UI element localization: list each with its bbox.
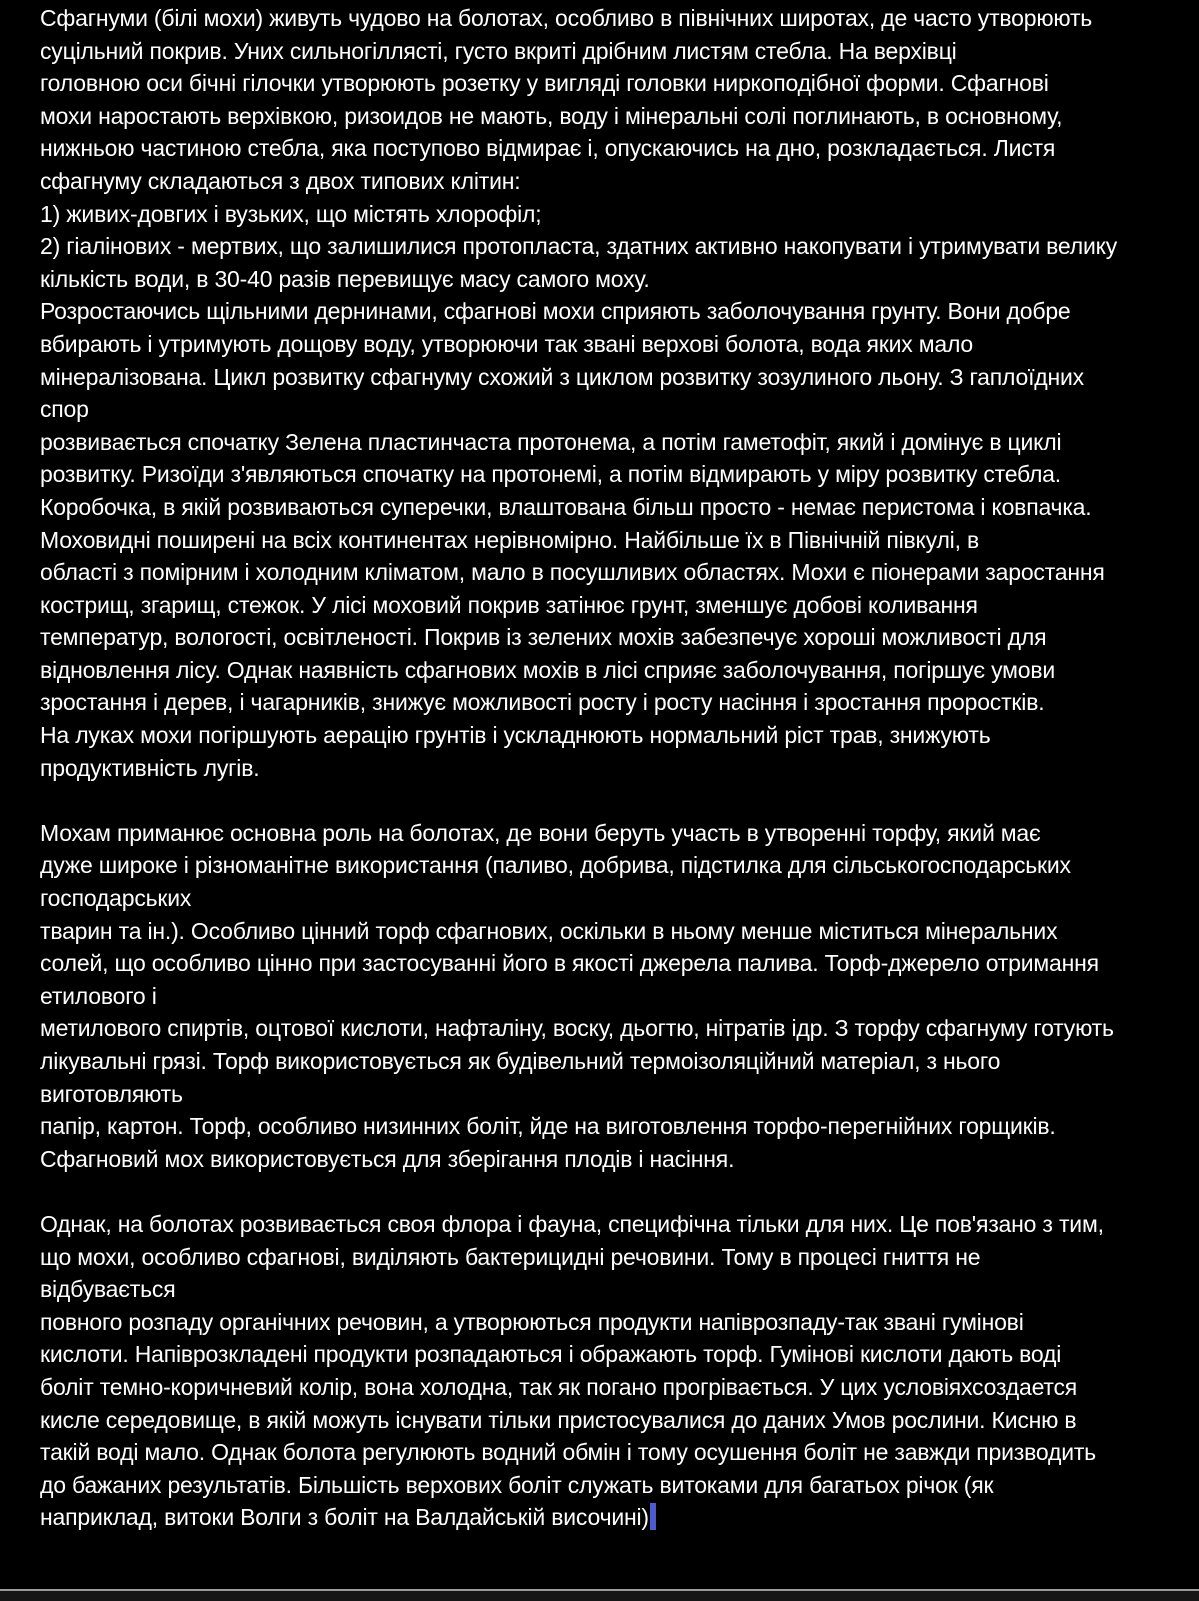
text-line: господарських (40, 885, 192, 912)
text-line: Сфагнуми (білі мохи) живуть чудово на болотах, особливо в північних широтах, де часто утворюють (40, 5, 1093, 31)
text-line: відбувається (40, 1276, 176, 1303)
text-line: мінералізована. Цикл розвитку сфагнуму схожий з циклом розвитку зозулиного льону. З гаплоїдних (40, 363, 1084, 390)
text-line: кислоти. Напіврозкладені продукти розпадаються і ображають торф. Гумінові кислоти дають воді (40, 1341, 1062, 1368)
text-line: 1) живих-довгих і вузьких, що містять хлорофіл; (40, 200, 542, 227)
text-line: мохи наростають верхівкою, ризоидов не мають, воду і мінеральні солі поглинають, в основному, (40, 102, 1063, 129)
text-line: тварин та ін.). Особливо цінний торф сфагнових, оскільки в ньому менше міститься мінеральних (40, 917, 1058, 944)
text-line: Моховидні поширені на всіх континентах нерівномірно. Найбільше їх в Північній півкулі, в (40, 526, 979, 553)
text-line: лікувальні грязі. Торф використовується як будівельний термоізоляційний матеріал, з нього (40, 1048, 1001, 1074)
text-line (40, 784, 1189, 817)
text-cursor[interactable] (650, 1503, 656, 1530)
text-line: нижньою частиною стебла, яка поступово відмирає і, опускаючись на дно, розкладається. Листя (40, 135, 1056, 162)
text-line: кисле середовище, в якій можуть існувати тільки пристосувалися до даних Умов рослини. Кисню в (40, 1406, 1077, 1433)
text-line: до бажаних результатів. Більшість верхових боліт служать витоками для багатьох річок (як (40, 1471, 994, 1498)
text-line: боліт темно-коричневий колір, вона холодна, так як погано прогрівається. У цих условіяхсоздается (40, 1373, 1078, 1400)
text-line: такій воді мало. Однак болота регулюють водний обмін і тому осушення боліт не завжди призводить (40, 1439, 1096, 1466)
text-line: 2) гіалінових - мертвих, що залишилися протопласта, здатних активно накопувати і утримувати велику (40, 233, 1118, 260)
text-line: розвитку. Ризоїди з'являються спочатку на протонемі, а потім відмирають у міру розвитку стебла. (40, 461, 1061, 488)
text-line: розвивається спочатку Зелена пластинчаста протонема, а потім гаметофіт, який і домінує в циклі (40, 428, 1062, 455)
text-line: кострищ, згарищ, стежок. У лісі моховий покрив затінює грунт, зменшує добові коливання (40, 591, 978, 618)
text-line: суцільний покрив. Уних сильногіллясті, густо вкриті дрібним листям стебла. На верхівці (40, 37, 957, 64)
text-line: повного розпаду органічних речовин, а утворюються продукти напіврозпаду-так звані гумінові (40, 1308, 1024, 1335)
text-line: області з помірним і холодним кліматом, мало в посушливих областях. Мохи є піонерами заростання (40, 559, 1105, 586)
text-line: Коробочка, в якій розвиваються суперечки, влаштована більш просто - немає перистома і ковпачка. (40, 493, 1092, 520)
text-line: виготовляють (40, 1080, 183, 1107)
text-line (40, 1175, 1189, 1208)
text-line: Розростаючись щільними дернинами, сфагнові мохи сприяють заболочування грунту. Вони добре (40, 298, 1071, 325)
text-line: зростання і дерев, і чагарників, знижує можливості росту і росту насіння і зростання проростків. (40, 689, 1045, 716)
text-line: папір, картон. Торф, особливо низинних боліт, йде на виготовлення торфо-перегнійних горщиків. (40, 1113, 1056, 1140)
text-line: дуже широке і різноманітне використання (паливо, добрива, підстилка для сільськогосподарських (40, 852, 1071, 879)
text-line: Однак, на болотах розвивається своя флора і фауна, специфічна тільки для них. Це пов'язано з тим, (40, 1210, 1104, 1237)
text-line: вбирають і утримують дощову воду, утворюючи так звані верхові болота, вода яких мало (40, 330, 974, 357)
text-line: сфагнуму складаються з двох типових клітин: (40, 167, 521, 194)
text-line: солей, що особливо цінно при застосуванні його в якості джерела палива. Торф-джерело отримання (40, 950, 1099, 977)
text-line: що мохи, особливо сфагнові, виділяють бактерицидні речовини. Тому в процесі гниття не (40, 1243, 981, 1270)
bottom-divider (0, 1589, 1199, 1601)
text-line: На луках мохи погіршують аерацію грунтів і ускладнюють нормальний ріст трав, знижують (40, 722, 991, 749)
text-line: спор (40, 396, 89, 423)
text-line: кількість води, в 30-40 разів перевищує масу самого моху. (40, 265, 650, 292)
text-line: етилового і (40, 982, 157, 1009)
text-line: продуктивність лугів. (40, 754, 260, 781)
text-line: метилового спиртів, оцтової кислоти, нафталіну, воску, дьогтю, нітратів ідр. З торфу сфагнуму готують (40, 1015, 1114, 1042)
text-line: Сфагновий мох використовується для зберігання плодів і насіння. (40, 1145, 735, 1172)
text-line: температур, вологості, освітленості. Покрив із зелених мохів забезпечує хороші можливості для (40, 624, 1047, 651)
text-line: наприклад, витоки Волги з боліт на Валдайській височині) (40, 1501, 1189, 1534)
text-line: Мохам приманює основна роль на болотах, де вони беруть участь в утворенні торфу, який має (40, 819, 1041, 846)
text-line: головною оси бічні гілочки утворюють розетку у вигляді головки ниркоподібної форми. Сфагнові (40, 70, 1049, 97)
text-line: відновлення лісу. Однак наявність сфагнових мохів в лісі сприяє заболочування, погіршує умови (40, 656, 1056, 683)
